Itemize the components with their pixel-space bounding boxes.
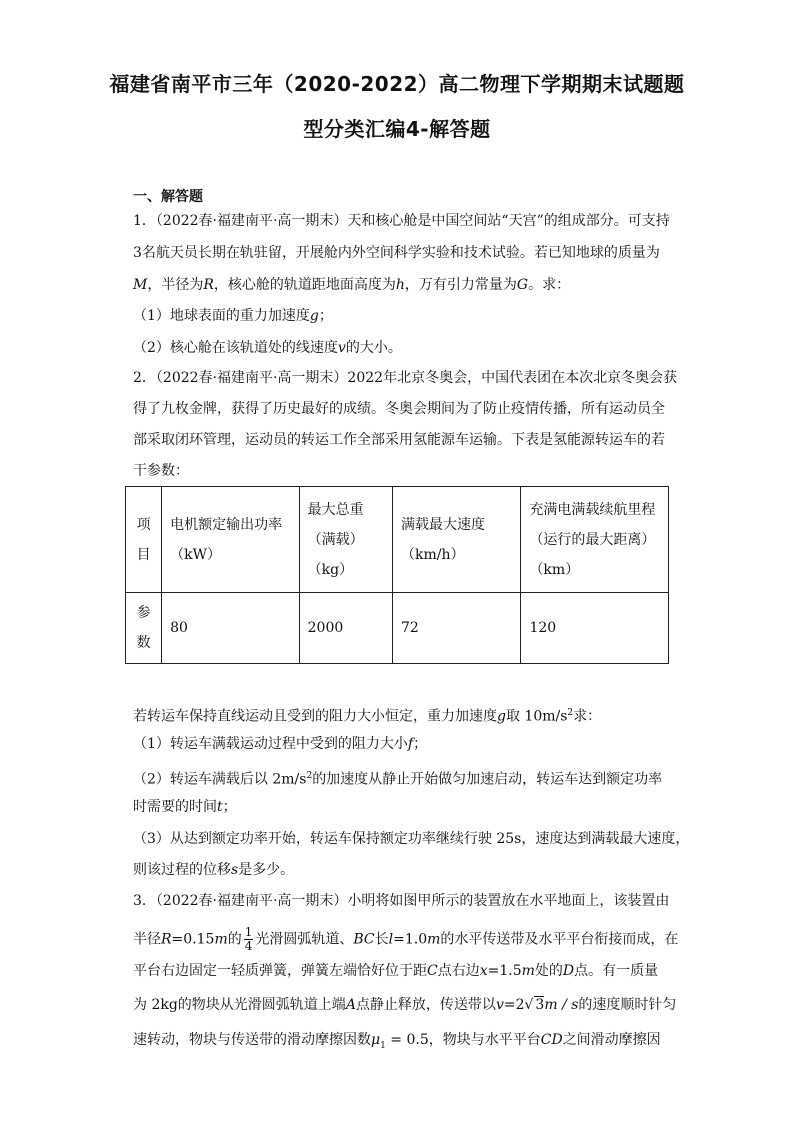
var-g: g xyxy=(497,708,506,725)
q2-cond-end: 求： xyxy=(573,708,602,725)
unit-m: m xyxy=(521,963,535,979)
q2-part-2 xyxy=(133,766,673,790)
q3-text: 处的 xyxy=(534,963,563,979)
var-C: C xyxy=(427,963,438,979)
table-cell: 2000 xyxy=(299,593,392,664)
cell-text: （km/h） xyxy=(400,546,465,563)
q2-line-1: 2．（2022春·福建南平·高一期末）2022年北京冬奥会，中国代表团在本次北京冬奥会获 xyxy=(133,370,678,386)
q2-part-3-cont xyxy=(133,860,673,880)
table-cell xyxy=(392,487,520,593)
var-mu: μ xyxy=(371,1032,381,1048)
q3-text: 之间滑动摩擦因 xyxy=(562,1032,661,1048)
var-s: s xyxy=(231,862,239,878)
q3-text: 点静止释放，传送带以 xyxy=(355,997,496,1013)
q3-text: 的速度顺时针匀 xyxy=(578,997,677,1013)
table-cell: 80 xyxy=(162,593,300,664)
q2-part-2-text-b: 的加速度从静止开始做匀加速启动，转运车达到额定功率 xyxy=(312,771,663,788)
q1-part-2-text: （2）核心舱在该轨道处的线速度 xyxy=(133,340,338,356)
q2-part-2-text-c: 时需要的时间 xyxy=(133,799,217,815)
q2-part-2-end: ； xyxy=(222,799,237,815)
table-cell xyxy=(162,487,300,593)
var-v: v xyxy=(495,997,504,1013)
var-l: l xyxy=(388,931,394,948)
q3-text: 速转动，物块与传送带的滑动摩擦因数 xyxy=(133,1032,371,1048)
cell-text: （km） xyxy=(529,561,580,578)
cell-text: （运行的最大距离） xyxy=(529,531,656,548)
superscript: 2 xyxy=(567,708,574,718)
var-f: f xyxy=(407,736,414,752)
q2-line-2: 得了九枚金牌，获得了历史最好的成绩。冬奥会期间为了防止疫情传播，所有运动员全 xyxy=(133,401,665,417)
var-R: R xyxy=(161,931,172,948)
fraction-numerator: 1 xyxy=(244,925,253,939)
q3-text: 半径 xyxy=(133,931,161,948)
q3-text: ，物块与水平平台 xyxy=(428,1032,541,1048)
q3-value: =1.5 xyxy=(487,963,522,979)
q1-part-1-text: （1）地球表面的重力加速度 xyxy=(133,308,310,324)
table-cell xyxy=(126,487,162,593)
cell-text: （kW） xyxy=(170,546,221,563)
unit-velocity: m / s xyxy=(544,997,579,1013)
q2-part-3: （3）从达到额定功率开始，转运车保持额定功率继续行驶 25s，速度达到满载最大速度， xyxy=(133,831,690,847)
q1-text-b: ，核心舱的轨道距地面高度为 xyxy=(213,277,396,293)
var-A: A xyxy=(345,997,356,1013)
var-BC: BC xyxy=(353,931,375,948)
sqrt-symbol: √ xyxy=(524,997,534,1013)
q3-text: 为 2kg的物块从光滑圆弧轨道上端 xyxy=(133,997,346,1013)
q3-line-4 xyxy=(133,995,677,1015)
q1-text-d: 。求： xyxy=(528,277,571,293)
q2-line-4: 干参数： xyxy=(133,463,189,479)
q3-line-1: 3．（2022春·福建南平·高一期末）小明将如图甲所示的装置放在水平地面上，该装置由 xyxy=(133,893,670,909)
cell-text: 充满电满载续航里程 xyxy=(529,501,656,518)
q1-text-a: ，半径为 xyxy=(147,277,204,293)
q1-part-2-end: 的大小。 xyxy=(345,340,402,356)
q3-value: = 0.5 xyxy=(385,1032,429,1048)
cell-text: （kg） xyxy=(307,561,354,578)
q3-value: =0.15 xyxy=(171,931,215,948)
q3-line-3 xyxy=(133,961,673,981)
q2-condition xyxy=(133,703,673,727)
q2-cond-unit: 取 10m/s xyxy=(505,708,568,725)
table-cell xyxy=(126,593,162,664)
var-G: G xyxy=(516,277,529,293)
q1-line-3 xyxy=(133,275,673,295)
fraction-one-quarter xyxy=(244,926,254,953)
q2-part-2-cont xyxy=(133,797,673,817)
table-cell xyxy=(521,487,669,593)
q1-line-2: 3名航天员长期在轨驻留，开展舱内外空间科学实验和技术试验。若已知地球的质量为 xyxy=(133,245,660,261)
cell-text: 项 xyxy=(136,516,151,533)
var-CD: CD xyxy=(540,1032,563,1048)
document-title-line2: 型分类汇编4-解答题 xyxy=(303,117,491,141)
parameter-table xyxy=(125,486,669,664)
q2-part-3-text: 则该过程的位移 xyxy=(133,862,231,878)
unit-m: m xyxy=(214,931,228,948)
cell-text: 最大总重 xyxy=(307,501,364,518)
q3-text: 的 xyxy=(227,931,242,948)
cell-text: 电机额定输出功率 xyxy=(170,516,283,533)
q1-part-2 xyxy=(133,338,673,358)
q3-value: =1.0 xyxy=(393,931,428,948)
var-M: M xyxy=(133,277,148,293)
q1-part-1 xyxy=(133,306,673,326)
q2-part-1-end: ； xyxy=(413,736,428,752)
q1-part-1-end: ； xyxy=(318,308,333,324)
q2-part-1-text: （1）转运车满载运动过程中受到的阻力大小 xyxy=(133,736,408,752)
table-header-row xyxy=(126,487,669,593)
var-h: h xyxy=(395,277,405,293)
table-cell: 72 xyxy=(392,593,520,664)
var-g: g xyxy=(309,308,319,324)
table-cell: 120 xyxy=(521,593,669,664)
q3-text: 点。有一质量 xyxy=(574,963,659,979)
q1-text-c: ，万有引力常量为 xyxy=(404,277,517,293)
table-row xyxy=(126,593,669,664)
q3-text: 的水平传送带及水平平台衔接而成，在 xyxy=(440,931,679,948)
table-cell xyxy=(299,487,392,593)
subscript: 1 xyxy=(380,1040,386,1051)
q1-line-1: 1．（2022春·福建南平·高一期末）天和核心舱是中国空间站“天宫”的组成部分。可支持 xyxy=(133,213,670,229)
q2-part-2-text: （2）转运车满载后以 2m/s xyxy=(133,771,307,788)
var-R: R xyxy=(203,277,214,293)
superscript: 2 xyxy=(306,771,313,781)
cell-text: 数 xyxy=(136,635,151,651)
q3-line-2 xyxy=(133,925,679,953)
cell-text: 满载最大速度 xyxy=(400,516,485,533)
var-t: t xyxy=(217,799,223,815)
cell-text: 目 xyxy=(136,546,151,563)
q3-text: 长 xyxy=(374,931,389,948)
cell-text: （满载） xyxy=(307,531,364,548)
q2-part-3-end: 是多少。 xyxy=(238,862,295,878)
document-title-line1: 福建省南平市三年（2020-2022）高二物理下学期期末试题题 xyxy=(109,72,685,96)
q2-part-1 xyxy=(133,734,673,754)
var-D: D xyxy=(562,963,575,979)
q2-line-3: 部采取闭环管理，运动员的转运工作全部采用氢能源车运输。下表是氢能源转运车的若 xyxy=(133,432,665,448)
fraction-denominator: 4 xyxy=(244,939,253,953)
q3-value: =2 xyxy=(503,997,525,1013)
var-x: x xyxy=(479,963,488,979)
var-v: v xyxy=(337,340,346,356)
q2-cond-text: 若转运车保持直线运动且受到的阻力大小恒定，重力加速度 xyxy=(133,708,497,725)
sqrt-radicand: 3 xyxy=(535,997,545,1013)
q3-line-5 xyxy=(133,1030,673,1056)
section-heading: 一、解答题 xyxy=(133,189,203,205)
q3-text: 点右边 xyxy=(437,963,480,979)
q3-text: 光滑圆弧轨道、 xyxy=(255,931,354,948)
unit-m: m xyxy=(427,931,441,948)
q3-text: 平台右边固定一轻质弹簧，弹簧左端恰好位于距 xyxy=(133,963,427,979)
cell-text: 参 xyxy=(136,605,151,621)
